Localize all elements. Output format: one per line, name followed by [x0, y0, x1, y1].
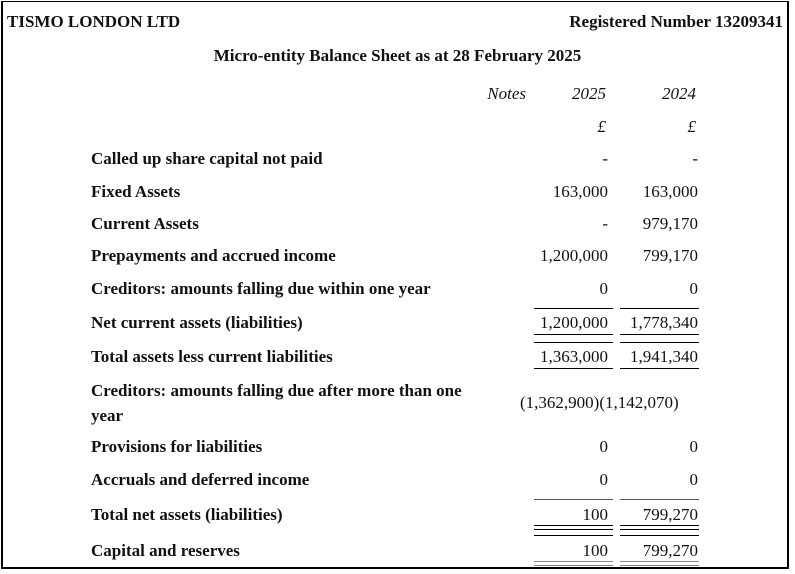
subtotal-rule-2024: [620, 499, 699, 500]
subtotal-rule-2025: [534, 535, 613, 536]
value-2025: -: [602, 149, 608, 168]
value-2025: 163,000: [552, 182, 608, 201]
total-double-rule-2025: [534, 525, 613, 530]
row-label: Current Assets: [91, 214, 199, 233]
total-double-rule-2024: [620, 561, 699, 566]
value-2025: 1,200,000: [540, 246, 608, 265]
row-label: Fixed Assets: [91, 182, 181, 201]
total-double-rule-2024: [620, 525, 699, 530]
subtotal-rule-2025: [534, 334, 613, 335]
value-2025: (1,362,900): [520, 393, 600, 412]
column-header-notes: Notes: [487, 84, 526, 103]
value-2025: 0: [599, 437, 608, 456]
column-header-2025: 2025: [572, 84, 606, 103]
balance-sheet-title: Micro-entity Balance Sheet as at 28 February 2025: [213, 46, 582, 65]
value-2024: 0: [689, 470, 698, 489]
value-2025: 0: [599, 279, 608, 298]
subtotal-rule-2024: [620, 342, 699, 343]
row-label: Called up share capital not paid: [91, 149, 323, 168]
value-2025: 1,363,000: [540, 347, 608, 366]
subtotal-rule-2025: [534, 342, 613, 343]
value-2025: -: [602, 214, 608, 233]
subtotal-rule-2024: [620, 308, 699, 309]
value-2025: 100: [582, 505, 608, 524]
column-header-2024: 2024: [662, 84, 696, 103]
value-2024: 979,170: [642, 214, 698, 233]
subtotal-rule-2025: [534, 499, 613, 500]
subtotal-rule-2024: [620, 535, 699, 536]
company-name: TISMO LONDON LTD: [7, 12, 181, 31]
value-2024: 163,000: [642, 182, 698, 201]
row-label: Creditors: amounts falling due after more than one year: [91, 381, 462, 425]
registered-number: Registered Number 13209341: [569, 12, 783, 31]
row-label: Accruals and deferred income: [91, 470, 310, 489]
row-label: Net current assets (liabilities): [91, 313, 303, 332]
value-2024: 0: [689, 279, 698, 298]
value-2024: 1,941,340: [630, 347, 698, 366]
row-label: Total assets less current liabilities: [91, 347, 333, 366]
value-2025: 100: [582, 541, 608, 560]
total-double-rule-2025: [534, 561, 613, 566]
row-label: Creditors: amounts falling due within one year: [91, 279, 431, 298]
row-label: Prepayments and accrued income: [91, 246, 336, 265]
subtotal-rule-2024: [620, 368, 699, 369]
value-2024: 799,270: [642, 505, 698, 524]
value-2025: 0: [599, 470, 608, 489]
currency-2025: £: [597, 117, 606, 136]
value-2025: 1,200,000: [540, 313, 608, 332]
subtotal-rule-2025: [534, 368, 613, 369]
row-label: Capital and reserves: [91, 541, 240, 560]
value-2024: 799,270: [642, 541, 698, 560]
value-2024: 799,170: [642, 246, 698, 265]
subtotal-rule-2025: [534, 308, 613, 309]
row-label: Total net assets (liabilities): [91, 505, 283, 524]
value-2024: 1,778,340: [630, 313, 698, 332]
currency-2024: £: [687, 117, 696, 136]
subtotal-rule-2024: [620, 334, 699, 335]
values-2025-2024: [520, 391, 700, 415]
value-2024: 0: [689, 437, 698, 456]
row-label: Provisions for liabilities: [91, 437, 263, 456]
value-2024: (1,142,070): [599, 393, 679, 412]
value-2024: -: [692, 149, 698, 168]
